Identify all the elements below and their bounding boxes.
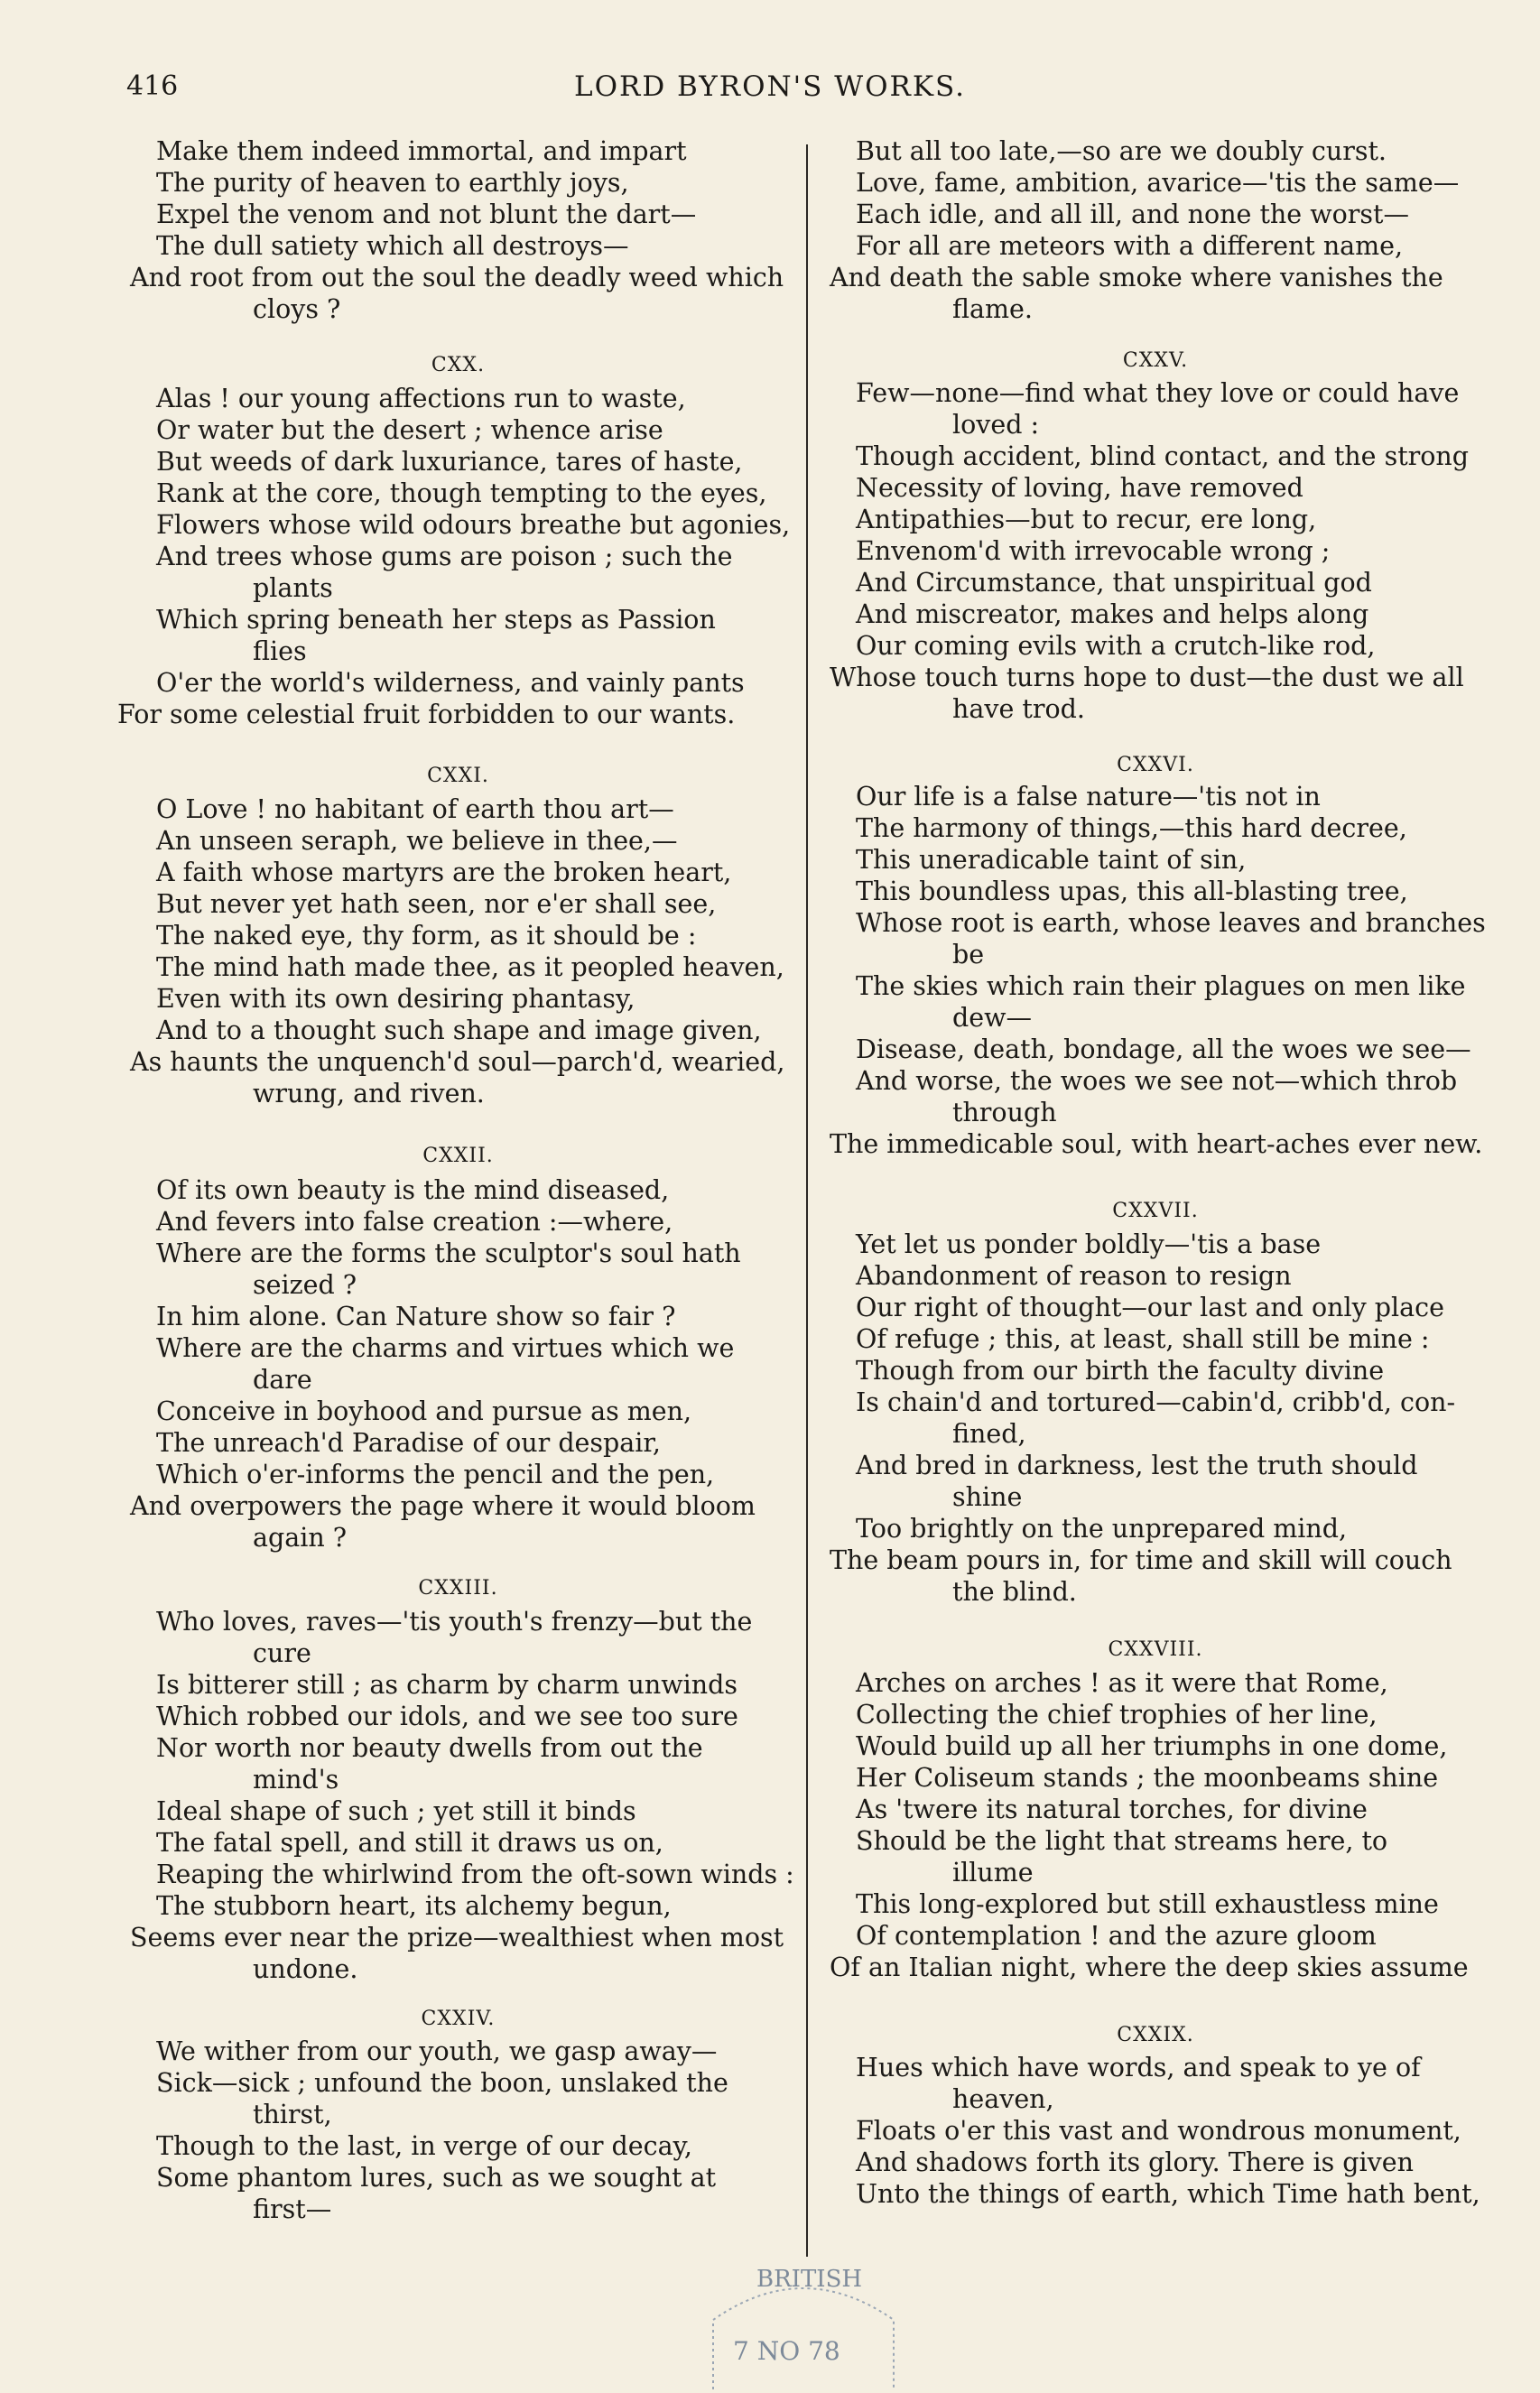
stanza bbox=[117, 348, 799, 730]
verse-line: seized ? bbox=[253, 1270, 357, 1300]
verse-line: shine bbox=[952, 1482, 1023, 1512]
verse-line: Would build up all her triumphs in one dome, bbox=[856, 1731, 1448, 1761]
verse-line: plants bbox=[253, 573, 333, 603]
verse-line: dare bbox=[253, 1365, 312, 1395]
verse-line: undone. bbox=[253, 1954, 358, 1984]
verse-line: Hues which have words, and speak to ye of bbox=[856, 2053, 1421, 2082]
stanza bbox=[117, 759, 799, 1109]
stanza bbox=[117, 2003, 799, 2225]
verse-line: Is bitterer still ; as charm by charm unwinds bbox=[156, 1670, 738, 1700]
verse-line: Should be the light that streams here, to bbox=[856, 1826, 1388, 1856]
verse-line: Few—none—find what they love or could have bbox=[856, 378, 1460, 408]
stanza-number: CXXII. bbox=[422, 1145, 494, 1167]
verse-line: As haunts the unquench'd soul—parch'd, wearied, bbox=[130, 1047, 785, 1077]
verse-line: O'er the world's wilderness, and vainly pants bbox=[156, 668, 745, 698]
verse-line: Necessity of loving, have removed bbox=[856, 473, 1303, 503]
verse-line: again ? bbox=[253, 1523, 348, 1553]
verse-line: This long-explored but still exhaustless mine bbox=[856, 1889, 1439, 1919]
verse-line: And death the sable smoke where vanishes the bbox=[830, 263, 1443, 292]
verse-line: have trod. bbox=[952, 694, 1085, 724]
verse-line: Of an Italian night, where the deep skies assume bbox=[830, 1952, 1469, 1982]
verse-line: The harmony of things,—this hard decree, bbox=[856, 813, 1407, 843]
verse-line: Of its own beauty is the mind diseased, bbox=[156, 1175, 670, 1205]
verse-line: Arches on arches ! as it were that Rome, bbox=[856, 1668, 1388, 1698]
verse-line: The naked eye, thy form, as it should be : bbox=[156, 921, 697, 951]
stanza bbox=[817, 135, 1494, 325]
verse-line: be bbox=[952, 940, 985, 969]
verse-line: cloys ? bbox=[253, 294, 341, 324]
verse-line: For all are meteors with a different name, bbox=[856, 231, 1404, 261]
verse-line: And fevers into false creation :—where, bbox=[156, 1207, 673, 1237]
verse-line: fined, bbox=[952, 1419, 1026, 1449]
stanza bbox=[117, 135, 799, 325]
verse-line: Floats o'er this vast and wondrous monument, bbox=[856, 2116, 1461, 2146]
verse-line: Where are the charms and virtues which we bbox=[156, 1333, 735, 1363]
verse-line: the blind. bbox=[952, 1577, 1077, 1607]
verse-line: And shadows forth its glory. There is given bbox=[856, 2147, 1414, 2177]
verse-line: wrung, and riven. bbox=[253, 1079, 485, 1108]
verse-line: first— bbox=[253, 2194, 332, 2224]
verse-line: Which robbed our idols, and we see too sure bbox=[156, 1702, 738, 1731]
verse-line: But weeds of dark luxuriance, tares of haste, bbox=[156, 447, 743, 477]
stanza-number: CXXIII. bbox=[418, 1577, 498, 1600]
stanza-number: CXXIX. bbox=[1117, 2024, 1194, 2046]
verse-line: Which o'er-informs the pencil and the pen, bbox=[156, 1460, 715, 1489]
stanza-number: CXXV. bbox=[1122, 349, 1189, 372]
verse-line: Though to the last, in verge of our decay, bbox=[156, 2131, 692, 2161]
verse-line: And worse, the woes we see not—which throb bbox=[856, 1066, 1458, 1096]
verse-line: Rank at the core, though tempting to the eyes, bbox=[156, 478, 767, 508]
stanza-number: CXXVIII. bbox=[1108, 1638, 1203, 1661]
verse-line: For some celestial fruit forbidden to our wants. bbox=[117, 700, 736, 729]
verse-line: Seems ever near the prize—wealthiest when most bbox=[130, 1923, 784, 1952]
stanza bbox=[817, 345, 1494, 725]
verse-line: Whose touch turns hope to dust—the dust we all bbox=[830, 663, 1464, 692]
verse-line: Flowers whose wild odours breathe but agonies, bbox=[156, 510, 791, 540]
verse-line: The fatal spell, and still it draws us on, bbox=[156, 1828, 663, 1858]
verse-line: Or water but the desert ; whence arise bbox=[156, 415, 663, 445]
verse-line: Too brightly on the unprepared mind, bbox=[856, 1514, 1348, 1544]
verse-line: The immedicable soul, with heart-aches ever new. bbox=[830, 1129, 1483, 1159]
verse-line: And trees whose gums are poison ; such the bbox=[156, 542, 733, 571]
verse-line: The mind hath made thee, as it peopled heaven, bbox=[156, 952, 784, 982]
verse-line: We wither from our youth, we gasp away— bbox=[156, 2036, 718, 2066]
verse-line: A faith whose martyrs are the broken heart, bbox=[156, 858, 732, 887]
verse-line: Yet let us ponder boldly—'tis a base bbox=[856, 1229, 1322, 1259]
stanza-number: CXXI. bbox=[427, 765, 489, 787]
verse-line: Unto the things of earth, which Time hath bent, bbox=[856, 2179, 1480, 2209]
verse-line: Even with its own desiring phantasy, bbox=[156, 984, 635, 1014]
verse-line: The stubborn heart, its alchemy begun, bbox=[156, 1891, 672, 1921]
verse-line: Who loves, raves—'tis youth's frenzy—but the bbox=[156, 1607, 753, 1637]
verse-line: thirst, bbox=[253, 2100, 332, 2129]
verse-line: cure bbox=[253, 1638, 311, 1668]
verse-line: But all too late,—so are we doubly curst. bbox=[856, 136, 1387, 166]
verse-line: And miscreator, makes and helps along bbox=[856, 599, 1369, 629]
running-title: LORD BYRON'S WORKS. bbox=[573, 70, 966, 103]
verse-line: Her Coliseum stands ; the moonbeams shine bbox=[856, 1763, 1439, 1793]
verse-line: Is chain'd and tortured—cabin'd, cribb'd, con- bbox=[856, 1387, 1456, 1417]
verse-line: Our coming evils with a crutch-like rod, bbox=[856, 631, 1376, 661]
page-number: 416 bbox=[126, 70, 179, 102]
verse-line: Whose root is earth, whose leaves and branches bbox=[856, 908, 1486, 938]
verse-line: Expel the venom and not blunt the dart— bbox=[156, 199, 697, 229]
verse-line: And overpowers the page where it would bloom bbox=[130, 1491, 756, 1521]
stamp-date-text: 7 NO 78 bbox=[733, 2336, 840, 2366]
verse-line: In him alone. Can Nature show so fair ? bbox=[156, 1302, 676, 1331]
stanza-number: CXXVII. bbox=[1112, 1200, 1199, 1222]
left-column bbox=[117, 135, 799, 2225]
stanza-number: CXXIV. bbox=[421, 2008, 496, 2030]
verse-line: Antipathies—but to recur, ere long, bbox=[856, 505, 1317, 534]
verse-line: And Circumstance, that unspiritual god bbox=[856, 568, 1372, 598]
library-stamp bbox=[695, 2266, 912, 2389]
verse-line: mind's bbox=[253, 1765, 339, 1795]
verse-line: Our life is a false nature—'tis not in bbox=[856, 782, 1321, 812]
verse-line: The purity of heaven to earthly joys, bbox=[156, 168, 629, 198]
verse-line: Make them indeed immortal, and impart bbox=[156, 136, 687, 166]
verse-line: Though accident, blind contact, and the strong bbox=[856, 441, 1470, 471]
stanza bbox=[817, 1194, 1494, 1608]
verse-line: The skies which rain their plagues on men like bbox=[856, 971, 1466, 1001]
stanza bbox=[117, 1138, 799, 1554]
page-header bbox=[0, 70, 1540, 116]
verse-line: And to a thought such shape and image given, bbox=[156, 1016, 762, 1045]
verse-line: And bred in darkness, lest the truth should bbox=[856, 1451, 1418, 1480]
verse-line: But never yet hath seen, nor e'er shall see, bbox=[156, 889, 717, 919]
stanza-number: CXXVI. bbox=[1117, 754, 1194, 776]
verse-line: Of contemplation ! and the azure gloom bbox=[856, 1921, 1377, 1951]
verse-line: As 'twere its natural torches, for divine bbox=[856, 1795, 1368, 1824]
verse-line: illume bbox=[952, 1858, 1034, 1888]
verse-line: Nor worth nor beauty dwells from out the bbox=[156, 1733, 703, 1763]
verse-line: Reaping the whirlwind from the oft-sown winds : bbox=[156, 1860, 794, 1889]
verse-line: This boundless upas, this all-blasting tree, bbox=[856, 877, 1408, 906]
verse-line: Though from our birth the faculty divine bbox=[856, 1356, 1385, 1386]
stanza-number: CXX. bbox=[431, 354, 486, 376]
verse-line: flame. bbox=[952, 294, 1033, 324]
verse-line: through bbox=[952, 1098, 1057, 1127]
verse-line: And root from out the soul the deadly weed which bbox=[130, 263, 784, 292]
stamp-top-text: BRITISH bbox=[756, 2266, 863, 2293]
verse-line: Our right of thought—our last and only place bbox=[856, 1293, 1444, 1322]
verse-line: Sick—sick ; unfound the boon, unslaked the bbox=[156, 2068, 728, 2098]
verse-line: heaven, bbox=[952, 2084, 1054, 2114]
verse-line: loved : bbox=[952, 410, 1040, 440]
verse-line: Which spring beneath her steps as Passion bbox=[156, 605, 716, 635]
verse-line: Ideal shape of such ; yet still it binds bbox=[156, 1796, 636, 1826]
stanza bbox=[817, 1633, 1494, 1983]
verse-line: Alas ! our young affections run to waste, bbox=[156, 384, 686, 413]
verse-line: The unreach'd Paradise of our despair, bbox=[156, 1428, 661, 1458]
stanza bbox=[817, 750, 1494, 1160]
verse-line: Disease, death, bondage, all the woes we see— bbox=[856, 1034, 1471, 1064]
verse-line: Abandonment of reason to resign bbox=[856, 1261, 1292, 1291]
stanza bbox=[817, 2019, 1494, 2210]
verse-line: Each idle, and all ill, and none the worst— bbox=[856, 199, 1409, 229]
column-divider bbox=[806, 144, 808, 2257]
verse-line: dew— bbox=[952, 1003, 1033, 1033]
verse-line: Conceive in boyhood and pursue as men, bbox=[156, 1396, 692, 1426]
verse-line: Envenom'd with irrevocable wrong ; bbox=[856, 536, 1331, 566]
verse-line: O Love ! no habitant of earth thou art— bbox=[156, 794, 674, 824]
verse-line: An unseen seraph, we believe in thee,— bbox=[156, 826, 678, 856]
verse-line: Love, fame, ambition, avarice—'tis the same— bbox=[856, 168, 1460, 198]
verse-line: This uneradicable taint of sin, bbox=[856, 845, 1247, 875]
right-column bbox=[817, 135, 1494, 2210]
verse-line: flies bbox=[253, 636, 307, 666]
verse-line: Of refuge ; this, at least, shall still be mine : bbox=[856, 1324, 1430, 1354]
verse-line: Some phantom lures, such as we sought at bbox=[156, 2163, 717, 2193]
verse-line: The beam pours in, for time and skill will couch bbox=[830, 1545, 1452, 1575]
verse-line: Where are the forms the sculptor's soul hath bbox=[156, 1238, 741, 1268]
verse-line: The dull satiety which all destroys— bbox=[156, 231, 629, 261]
verse-line: Collecting the chief trophies of her line, bbox=[856, 1700, 1378, 1730]
stanza bbox=[117, 1572, 799, 1985]
